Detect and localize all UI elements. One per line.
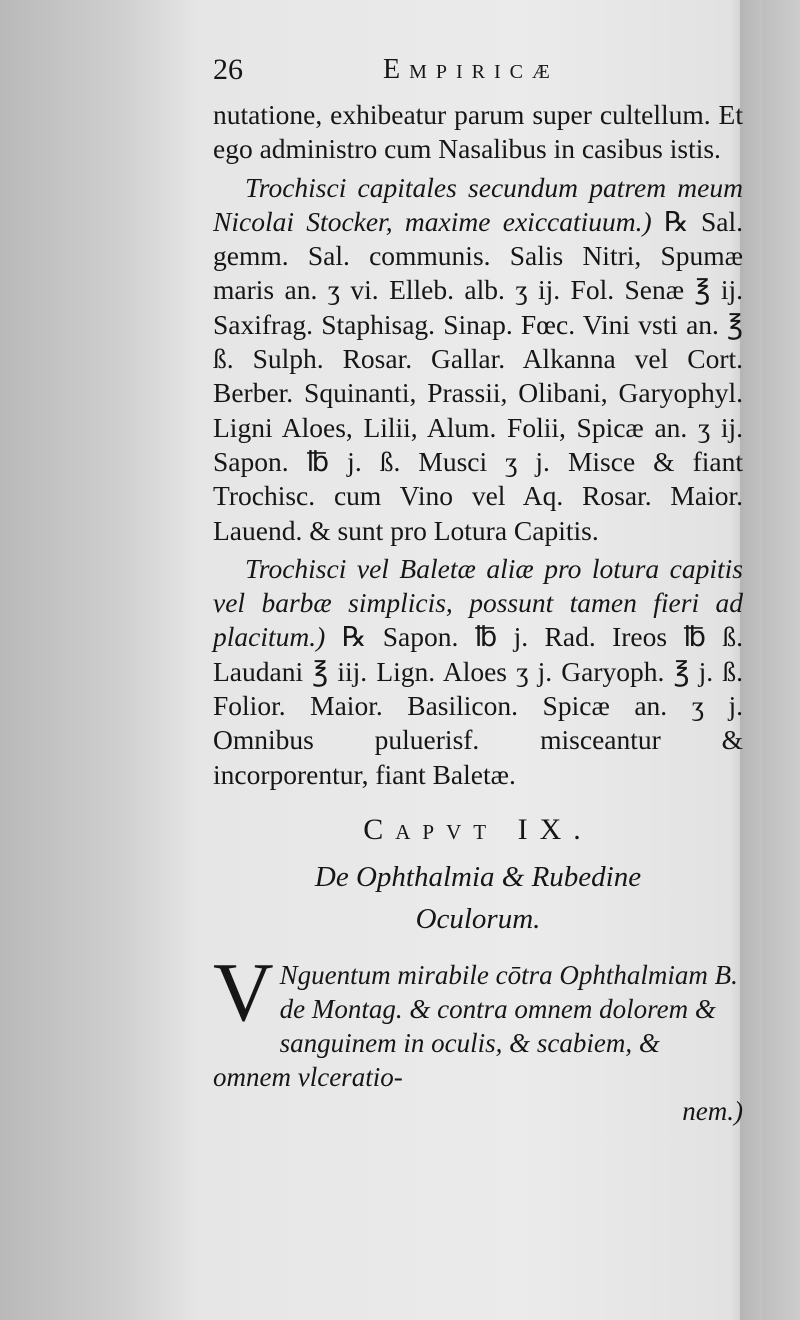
text-block bbox=[213, 50, 743, 1128]
running-header bbox=[213, 50, 743, 98]
recipe-2-body: ℞ Sapon. ℔ j. Rad. Ireos ℔ ß. Laudani ℥ iij. Lign. Aloes ʒ j. Garyoph. ℥ j. ß. Folior. Maior. Basilicon. Spicæ an. ʒ j. Omnibus puluerisf. misceantur & incorporentur, fiant Baletæ. bbox=[213, 621, 743, 790]
final-paragraph-text: Nguentum mirabile cōtra Ophthalmiam B. de Montag. & contra omnem dolorem & sanguinem in oculis, & scabiem, & omnem vlceratio- bbox=[213, 959, 738, 1092]
paragraph-1: nutatione, exhibeatur parum super cultellum. Et ego administro cum Nasalibus in casibus istis. bbox=[213, 99, 743, 165]
recipe-1-body: ℞ Sal. gemm. Sal. communis. Salis Nitri, Spumæ maris an. ʒ vi. Elleb. alb. ʒ ij. Fol. Senæ ℥ ij. Saxifrag. Staphisag. Sinap. Fœc. Vini vsti an. ℥ ß. Sulph. Rosar. Gallar. Alkanna vel Cort. Berber. Squinanti, Prassii, Olibani, Garyophyl. Ligni Aloes, Lilii, Alum. Folii, Spicæ an. ʒ ij. Sapon. ℔ j. ß. Musci ʒ j. Misce & fiant Trochisc. cum Vino vel Aq. Rosar. Maior. Lauend. & sunt pro Lotura Capitis. bbox=[213, 205, 744, 546]
recipe-2 bbox=[213, 552, 743, 792]
final-paragraph bbox=[213, 945, 743, 1128]
final-paragraph-end: nem.) bbox=[682, 1095, 743, 1126]
page-number: 26 bbox=[213, 53, 243, 86]
chapter-heading: Capvt IX. bbox=[363, 812, 593, 846]
chapter-title bbox=[213, 856, 743, 940]
chapter-title-line-1: De Ophthalmia & Rubedine bbox=[314, 860, 642, 893]
recipe-1 bbox=[213, 171, 743, 548]
recipe-2-title: Trochisci vel Baletæ aliæ pro lotura capitis vel barbæ simplicis, possunt tamen fieri ad placitum.) bbox=[213, 552, 743, 653]
chapter-title-line-2: Oculorum. bbox=[415, 902, 541, 935]
running-title: Empiricæ bbox=[383, 54, 559, 85]
book-gutter bbox=[740, 0, 762, 1320]
recipe-1-title: Trochisci capitales secundum patrem meum Nicolai Stocker, maxime exiccatiuum.) bbox=[213, 171, 743, 237]
drop-cap: V bbox=[213, 945, 274, 1039]
